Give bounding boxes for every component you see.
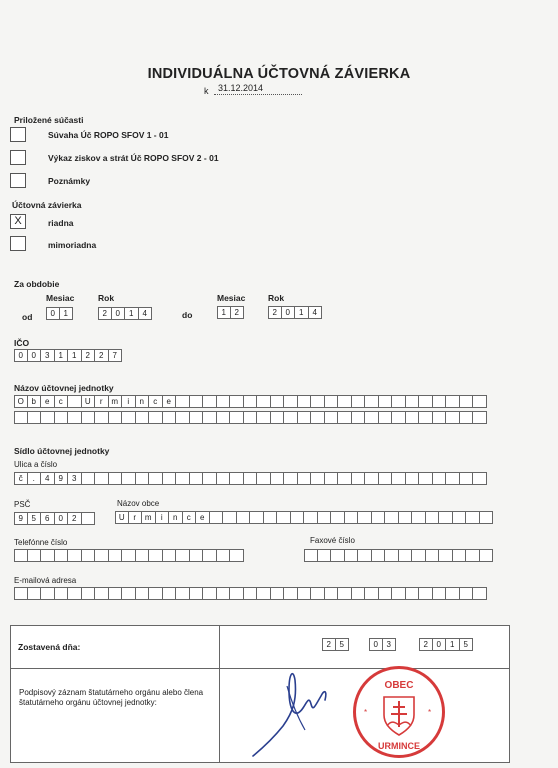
- char-cell[interactable]: [28, 549, 42, 562]
- char-cell[interactable]: [379, 472, 393, 485]
- char-cell[interactable]: [68, 395, 82, 408]
- char-cell[interactable]: n: [169, 511, 183, 524]
- char-cell[interactable]: 2: [419, 638, 433, 651]
- checkbox-poznamky[interactable]: [10, 173, 26, 188]
- char-cell[interactable]: [304, 549, 318, 562]
- char-cell[interactable]: [473, 411, 487, 424]
- street-field[interactable]: [14, 472, 487, 485]
- char-cell[interactable]: [176, 472, 190, 485]
- char-cell[interactable]: [325, 395, 339, 408]
- char-cell[interactable]: [136, 411, 150, 424]
- char-cell[interactable]: [230, 472, 244, 485]
- char-cell[interactable]: [304, 511, 318, 524]
- char-cell[interactable]: [244, 587, 258, 600]
- char-cell[interactable]: [136, 587, 150, 600]
- char-cell[interactable]: 2: [268, 306, 282, 319]
- char-cell[interactable]: 2: [231, 306, 245, 319]
- compiled-year-field[interactable]: [419, 638, 473, 651]
- char-cell[interactable]: [406, 411, 420, 424]
- char-cell[interactable]: [149, 587, 163, 600]
- char-cell[interactable]: [311, 472, 325, 485]
- char-cell[interactable]: [82, 411, 96, 424]
- official-seal: [353, 666, 445, 758]
- email-field[interactable]: [14, 587, 487, 600]
- char-cell[interactable]: [55, 411, 69, 424]
- char-cell[interactable]: [257, 587, 271, 600]
- char-cell[interactable]: 5: [336, 638, 350, 651]
- char-cell[interactable]: [28, 411, 42, 424]
- char-cell[interactable]: [122, 549, 136, 562]
- char-cell[interactable]: 1: [55, 349, 69, 362]
- char-cell[interactable]: [230, 587, 244, 600]
- char-cell[interactable]: [284, 395, 298, 408]
- char-cell[interactable]: [298, 587, 312, 600]
- postal-code-field[interactable]: [14, 512, 95, 525]
- from-label: od: [22, 312, 33, 322]
- char-cell[interactable]: [446, 411, 460, 424]
- char-cell[interactable]: 9: [14, 512, 28, 525]
- char-cell[interactable]: [433, 472, 447, 485]
- char-cell[interactable]: 3: [41, 349, 55, 362]
- char-cell[interactable]: [433, 395, 447, 408]
- char-cell[interactable]: [163, 587, 177, 600]
- char-cell[interactable]: [149, 472, 163, 485]
- char-cell[interactable]: [230, 549, 244, 562]
- char-cell[interactable]: [426, 511, 440, 524]
- char-cell[interactable]: m: [142, 511, 156, 524]
- checkbox-riadna[interactable]: X: [10, 214, 26, 229]
- char-cell[interactable]: [250, 511, 264, 524]
- char-cell[interactable]: [473, 395, 487, 408]
- char-cell[interactable]: [365, 587, 379, 600]
- seal-star-right: *: [428, 708, 432, 717]
- char-cell[interactable]: [109, 411, 123, 424]
- to-label: do: [182, 310, 193, 320]
- char-cell[interactable]: [203, 395, 217, 408]
- char-cell[interactable]: [223, 511, 237, 524]
- char-cell[interactable]: 0: [28, 349, 42, 362]
- char-cell[interactable]: č: [14, 472, 28, 485]
- closing-date[interactable]: 31.12.2014: [214, 82, 302, 95]
- char-cell[interactable]: c: [183, 511, 197, 524]
- char-cell[interactable]: [257, 395, 271, 408]
- char-cell[interactable]: O: [14, 395, 28, 408]
- char-cell[interactable]: [439, 511, 453, 524]
- char-cell[interactable]: [352, 587, 366, 600]
- char-cell[interactable]: [95, 472, 109, 485]
- char-cell[interactable]: [217, 411, 231, 424]
- char-cell[interactable]: [190, 411, 204, 424]
- char-cell[interactable]: [217, 472, 231, 485]
- compiled-date-label: Zostavená dňa:: [18, 642, 81, 652]
- label-riadna: riadna: [48, 218, 74, 228]
- coat-of-arms-icon: [384, 697, 414, 735]
- char-cell[interactable]: [385, 549, 399, 562]
- char-cell[interactable]: 5: [28, 512, 42, 525]
- to-year-field[interactable]: [268, 306, 322, 319]
- entity-name-label: Názov účtovnej jednotky: [14, 383, 114, 393]
- char-cell[interactable]: [217, 395, 231, 408]
- char-cell[interactable]: [237, 511, 251, 524]
- city-field[interactable]: [115, 511, 493, 524]
- char-cell[interactable]: 4: [41, 472, 55, 485]
- to-month-label: Mesiac: [217, 293, 246, 303]
- char-cell[interactable]: [271, 395, 285, 408]
- signature-label: Podpisový záznam štatutárneho orgánu alebo člena štatutárneho orgánu účtovnej jednotky:: [19, 688, 204, 707]
- char-cell[interactable]: [352, 411, 366, 424]
- char-cell[interactable]: [392, 472, 406, 485]
- char-cell[interactable]: [406, 587, 420, 600]
- char-cell[interactable]: [460, 587, 474, 600]
- compiled-day-field[interactable]: [322, 638, 349, 651]
- char-cell[interactable]: 6: [41, 512, 55, 525]
- char-cell[interactable]: [68, 549, 82, 562]
- char-cell[interactable]: 0: [112, 307, 126, 320]
- char-cell[interactable]: [190, 472, 204, 485]
- char-cell[interactable]: [176, 395, 190, 408]
- char-cell[interactable]: [109, 587, 123, 600]
- attachments-heading: Priložené súčasti: [14, 115, 84, 125]
- char-cell[interactable]: [41, 411, 55, 424]
- char-cell[interactable]: [230, 411, 244, 424]
- char-cell[interactable]: [298, 395, 312, 408]
- char-cell[interactable]: e: [163, 395, 177, 408]
- char-cell[interactable]: [163, 472, 177, 485]
- char-cell[interactable]: [230, 395, 244, 408]
- char-cell[interactable]: [203, 411, 217, 424]
- char-cell[interactable]: 3: [383, 638, 397, 651]
- char-cell[interactable]: [345, 511, 359, 524]
- char-cell[interactable]: [372, 549, 386, 562]
- char-cell[interactable]: [14, 411, 28, 424]
- char-cell[interactable]: [203, 549, 217, 562]
- char-cell[interactable]: [217, 587, 231, 600]
- char-cell[interactable]: [257, 472, 271, 485]
- char-cell[interactable]: [460, 472, 474, 485]
- char-cell[interactable]: [109, 472, 123, 485]
- char-cell[interactable]: [122, 411, 136, 424]
- char-cell[interactable]: [95, 549, 109, 562]
- char-cell[interactable]: 1: [68, 349, 82, 362]
- char-cell[interactable]: [55, 587, 69, 600]
- phone-field[interactable]: [14, 549, 244, 562]
- char-cell[interactable]: 9: [55, 472, 69, 485]
- email-label: E-mailová adresa: [14, 576, 77, 585]
- char-cell[interactable]: r: [129, 511, 143, 524]
- char-cell[interactable]: 5: [460, 638, 474, 651]
- char-cell[interactable]: [136, 472, 150, 485]
- char-cell[interactable]: 0: [55, 512, 69, 525]
- char-cell[interactable]: .: [28, 472, 42, 485]
- char-cell[interactable]: [284, 411, 298, 424]
- char-cell[interactable]: [446, 472, 460, 485]
- char-cell[interactable]: [466, 549, 480, 562]
- char-cell[interactable]: [433, 411, 447, 424]
- char-cell[interactable]: [82, 587, 96, 600]
- char-cell[interactable]: [244, 411, 258, 424]
- entity-name-row-1[interactable]: [14, 395, 487, 408]
- checkbox-mimoriadna[interactable]: [10, 236, 26, 251]
- char-cell[interactable]: [419, 472, 433, 485]
- char-cell[interactable]: [399, 549, 413, 562]
- char-cell[interactable]: 3: [68, 472, 82, 485]
- char-cell[interactable]: [446, 587, 460, 600]
- char-cell[interactable]: [331, 549, 345, 562]
- char-cell[interactable]: c: [55, 395, 69, 408]
- label-vykaz: Výkaz ziskov a strát Úč ROPO SFOV 2 - 01: [48, 153, 219, 163]
- char-cell[interactable]: 2: [98, 307, 112, 320]
- char-cell[interactable]: [439, 549, 453, 562]
- label-mimoriadna: mimoriadna: [48, 240, 97, 250]
- ico-field[interactable]: [14, 349, 122, 362]
- char-cell[interactable]: [365, 395, 379, 408]
- char-cell[interactable]: [217, 549, 231, 562]
- char-cell[interactable]: [318, 549, 332, 562]
- char-cell[interactable]: [358, 511, 372, 524]
- char-cell[interactable]: [28, 587, 42, 600]
- char-cell[interactable]: [203, 587, 217, 600]
- checkbox-vykaz[interactable]: [10, 150, 26, 165]
- char-cell[interactable]: [419, 395, 433, 408]
- char-cell[interactable]: [68, 411, 82, 424]
- char-cell[interactable]: [298, 411, 312, 424]
- char-cell[interactable]: [406, 472, 420, 485]
- street-label: Ulica a číslo: [14, 460, 58, 469]
- char-cell[interactable]: [244, 395, 258, 408]
- char-cell[interactable]: [163, 549, 177, 562]
- form-title: INDIVIDUÁLNA ÚČTOVNÁ ZÁVIERKA: [147, 66, 411, 82]
- char-cell[interactable]: 0: [46, 307, 60, 320]
- char-cell[interactable]: [365, 472, 379, 485]
- entity-name-row-2[interactable]: [14, 411, 487, 424]
- char-cell[interactable]: [318, 511, 332, 524]
- char-cell[interactable]: [460, 411, 474, 424]
- char-cell[interactable]: [284, 587, 298, 600]
- char-cell[interactable]: [466, 511, 480, 524]
- char-cell[interactable]: [163, 411, 177, 424]
- char-cell[interactable]: m: [109, 395, 123, 408]
- phone-label: Telefónne číslo: [14, 538, 68, 547]
- char-cell[interactable]: [460, 395, 474, 408]
- char-cell[interactable]: [325, 587, 339, 600]
- char-cell[interactable]: 4: [139, 307, 153, 320]
- char-cell[interactable]: [338, 587, 352, 600]
- char-cell[interactable]: [95, 587, 109, 600]
- char-cell[interactable]: [82, 549, 96, 562]
- char-cell[interactable]: [14, 587, 28, 600]
- char-cell[interactable]: U: [82, 395, 96, 408]
- table-column-divider: [219, 626, 220, 762]
- char-cell[interactable]: [392, 587, 406, 600]
- char-cell[interactable]: [352, 472, 366, 485]
- char-cell[interactable]: [55, 549, 69, 562]
- char-cell[interactable]: [210, 511, 224, 524]
- char-cell[interactable]: [325, 411, 339, 424]
- char-cell[interactable]: [338, 395, 352, 408]
- char-cell[interactable]: 0: [369, 638, 383, 651]
- char-cell[interactable]: [399, 511, 413, 524]
- char-cell[interactable]: 4: [309, 306, 323, 319]
- char-cell[interactable]: e: [196, 511, 210, 524]
- char-cell[interactable]: [311, 587, 325, 600]
- city-label: Názov obce: [117, 499, 160, 508]
- period-heading: Za obdobie: [14, 279, 60, 289]
- label-suvaha: Súvaha Úč ROPO SFOV 1 - 01: [48, 130, 169, 140]
- label-poznamky: Poznámky: [48, 176, 91, 186]
- from-year-label: Rok: [98, 293, 115, 303]
- seal-bottom-text: URMINCE: [378, 741, 420, 751]
- compiled-month-field[interactable]: [369, 638, 396, 651]
- to-month-field[interactable]: [217, 306, 244, 319]
- fax-label: Faxové číslo: [310, 536, 355, 545]
- char-cell[interactable]: 2: [82, 349, 96, 362]
- char-cell[interactable]: i: [156, 511, 170, 524]
- address-heading: Sídlo účtovnej jednotky: [14, 446, 110, 456]
- char-cell[interactable]: [365, 411, 379, 424]
- char-cell[interactable]: r: [95, 395, 109, 408]
- char-cell[interactable]: [480, 511, 494, 524]
- to-year-label: Rok: [268, 293, 285, 303]
- char-cell[interactable]: [412, 549, 426, 562]
- char-cell[interactable]: [412, 511, 426, 524]
- postal-code-label: PSČ: [14, 500, 31, 509]
- char-cell[interactable]: [14, 549, 28, 562]
- seal-star-left: *: [364, 708, 368, 717]
- char-cell[interactable]: [331, 511, 345, 524]
- char-cell[interactable]: [176, 587, 190, 600]
- char-cell[interactable]: [379, 411, 393, 424]
- char-cell[interactable]: [385, 511, 399, 524]
- from-month-field[interactable]: [46, 307, 73, 320]
- char-cell[interactable]: 7: [109, 349, 123, 362]
- char-cell[interactable]: [271, 587, 285, 600]
- char-cell[interactable]: [311, 411, 325, 424]
- char-cell[interactable]: [392, 395, 406, 408]
- char-cell[interactable]: [41, 549, 55, 562]
- char-cell[interactable]: [190, 395, 204, 408]
- char-cell[interactable]: [419, 411, 433, 424]
- char-cell[interactable]: 1: [217, 306, 231, 319]
- date-prefix: k: [204, 86, 209, 96]
- seal-top-text: OBEC: [384, 680, 414, 691]
- char-cell[interactable]: 2: [95, 349, 109, 362]
- char-cell[interactable]: [190, 587, 204, 600]
- char-cell[interactable]: [473, 472, 487, 485]
- char-cell[interactable]: [149, 411, 163, 424]
- from-year-field[interactable]: [98, 307, 152, 320]
- char-cell[interactable]: [264, 511, 278, 524]
- fax-field[interactable]: [304, 549, 493, 562]
- char-cell[interactable]: [271, 472, 285, 485]
- char-cell[interactable]: [345, 549, 359, 562]
- checkbox-suvaha[interactable]: [10, 127, 26, 142]
- char-cell[interactable]: 1: [446, 638, 460, 651]
- char-cell[interactable]: b: [28, 395, 42, 408]
- char-cell[interactable]: 2: [322, 638, 336, 651]
- char-cell[interactable]: [453, 511, 467, 524]
- char-cell[interactable]: [291, 511, 305, 524]
- char-cell[interactable]: [68, 587, 82, 600]
- char-cell[interactable]: [426, 549, 440, 562]
- char-cell[interactable]: [352, 395, 366, 408]
- char-cell[interactable]: [453, 549, 467, 562]
- char-cell[interactable]: 1: [125, 307, 139, 320]
- char-cell[interactable]: [311, 395, 325, 408]
- char-cell[interactable]: [338, 472, 352, 485]
- char-cell[interactable]: n: [136, 395, 150, 408]
- char-cell[interactable]: 0: [14, 349, 28, 362]
- char-cell[interactable]: [271, 411, 285, 424]
- char-cell[interactable]: U: [115, 511, 129, 524]
- char-cell[interactable]: [284, 472, 298, 485]
- closing-type-heading: Účtovná závierka: [12, 200, 82, 210]
- signature-image: [245, 660, 335, 760]
- char-cell[interactable]: [298, 472, 312, 485]
- seal-graphic: [356, 669, 442, 755]
- char-cell[interactable]: c: [149, 395, 163, 408]
- char-cell[interactable]: [419, 587, 433, 600]
- char-cell[interactable]: [480, 549, 494, 562]
- char-cell[interactable]: i: [122, 395, 136, 408]
- char-cell[interactable]: 0: [433, 638, 447, 651]
- char-cell[interactable]: [325, 472, 339, 485]
- char-cell[interactable]: [176, 411, 190, 424]
- char-cell[interactable]: [446, 395, 460, 408]
- char-cell[interactable]: [41, 587, 55, 600]
- char-cell[interactable]: 2: [68, 512, 82, 525]
- char-cell[interactable]: [82, 512, 96, 525]
- char-cell[interactable]: [372, 511, 386, 524]
- char-cell[interactable]: 1: [60, 307, 74, 320]
- char-cell[interactable]: [149, 549, 163, 562]
- char-cell[interactable]: [190, 549, 204, 562]
- char-cell[interactable]: [379, 395, 393, 408]
- char-cell[interactable]: [244, 472, 258, 485]
- char-cell[interactable]: [122, 472, 136, 485]
- char-cell[interactable]: [95, 411, 109, 424]
- char-cell[interactable]: 0: [282, 306, 296, 319]
- char-cell[interactable]: [379, 587, 393, 600]
- char-cell[interactable]: 1: [295, 306, 309, 319]
- char-cell[interactable]: [257, 411, 271, 424]
- char-cell[interactable]: [338, 411, 352, 424]
- char-cell[interactable]: [176, 549, 190, 562]
- from-month-label: Mesiac: [46, 293, 75, 303]
- char-cell[interactable]: [277, 511, 291, 524]
- char-cell[interactable]: e: [41, 395, 55, 408]
- char-cell[interactable]: [203, 472, 217, 485]
- char-cell[interactable]: [473, 587, 487, 600]
- char-cell[interactable]: [109, 549, 123, 562]
- ico-label: IČO: [14, 338, 30, 348]
- char-cell[interactable]: [122, 587, 136, 600]
- char-cell[interactable]: [406, 395, 420, 408]
- char-cell[interactable]: [392, 411, 406, 424]
- char-cell[interactable]: [82, 472, 96, 485]
- char-cell[interactable]: [433, 587, 447, 600]
- char-cell[interactable]: [358, 549, 372, 562]
- char-cell[interactable]: [136, 549, 150, 562]
